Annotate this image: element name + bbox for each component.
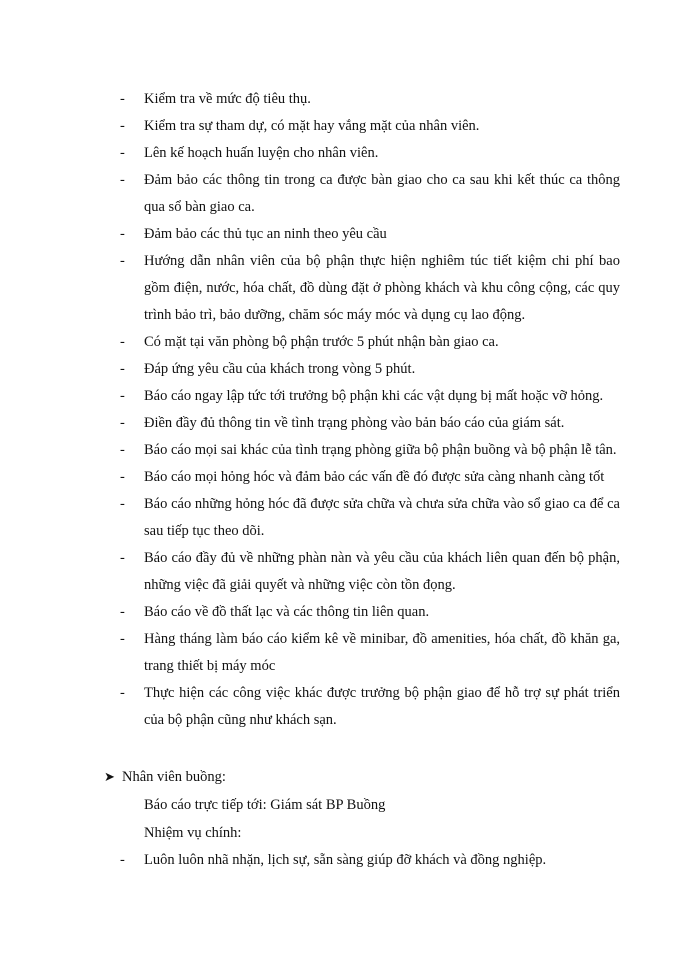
list-item [120, 140, 620, 167]
list-item [120, 680, 620, 734]
dash-bullet: - [120, 852, 125, 868]
list-item-text: Đảm bảo các thủ tục an ninh theo yêu cầu [144, 226, 387, 242]
list-item [120, 410, 620, 437]
list-item-text: Lên kế hoạch huấn luyện cho nhân viên. [144, 145, 379, 161]
arrow-bullet-icon: ➤ [104, 770, 115, 785]
list-item [120, 464, 620, 491]
dash-bullet: - [120, 253, 125, 269]
list-item [120, 356, 620, 383]
section-heading-text: Nhân viên buồng: [122, 769, 226, 785]
list-item [120, 383, 620, 410]
dash-bullet: - [120, 118, 125, 134]
list-item [120, 221, 620, 248]
dash-bullet: - [120, 334, 125, 350]
list-item-text: Báo cáo về đồ thất lạc và các thông tin liên quan. [144, 604, 430, 620]
dash-bullet: - [120, 604, 125, 620]
dash-bullet: - [120, 685, 125, 701]
list-item-text: Điền đầy đủ thông tin về tình trạng phòng vào bản báo cáo của giám sát. [144, 415, 565, 431]
list-item [120, 491, 620, 545]
dash-bullet: - [120, 145, 125, 161]
list-item-text: Báo cáo đầy đủ về những phàn nàn và yêu cầu của khách liên quan đến bộ phận, những việc đã giải quyết và những việc còn tồn đọng. [144, 550, 620, 593]
dash-bullet: - [120, 496, 125, 512]
list-item-text: Có mặt tại văn phòng bộ phận trước 5 phút nhận bàn giao ca. [144, 334, 499, 350]
section-housekeeping-staff [104, 764, 624, 874]
report-to-line: Báo cáo trực tiếp tới: Giám sát BP Buồng [144, 797, 386, 813]
list-item-text: Báo cáo những hỏng hóc đã được sửa chữa và chưa sửa chữa vào sổ giao ca để ca sau tiếp tục theo dõi. [144, 496, 620, 539]
dash-bullet: - [120, 550, 125, 566]
dash-bullet: - [120, 631, 125, 647]
duty-list [104, 847, 620, 874]
list-item-text: Kiểm tra sự tham dự, có mặt hay vắng mặt của nhân viên. [144, 118, 480, 134]
section-heading [104, 764, 624, 791]
list-item [120, 626, 620, 680]
list-item-text: Kiểm tra về mức độ tiêu thụ. [144, 91, 311, 107]
list-item-text: Luôn luôn nhã nhặn, lịch sự, sẵn sàng giúp đỡ khách và đồng nghiệp. [144, 852, 547, 868]
list-item [120, 437, 620, 464]
list-item [120, 248, 620, 329]
dash-bullet: - [120, 469, 125, 485]
list-item-text: Đáp ứng yêu cầu của khách trong vòng 5 phút. [144, 361, 416, 377]
dash-bullet: - [120, 361, 125, 377]
list-item [120, 329, 620, 356]
list-item [120, 86, 620, 113]
list-item [120, 599, 620, 626]
list-item-text: Báo cáo ngay lập tức tới trưởng bộ phận khi các vật dụng bị mất hoặc vỡ hỏng. [144, 388, 604, 404]
list-item-text: Hướng dẫn nhân viên của bộ phận thực hiện nghiêm túc tiết kiệm chi phí bao gồm điện, nước, hóa chất, đồ dùng đặt ở phòng khách và khu công cộng, các quy trình bảo trì, bảo dưỡng, chăm sóc máy móc và dụng cụ lao động. [144, 253, 620, 323]
dash-bullet: - [120, 226, 125, 242]
dash-bullet: - [120, 172, 125, 188]
list-item-text: Đảm bảo các thông tin trong ca được bàn giao cho ca sau khi kết thúc ca thông qua sổ bàn giao ca. [144, 172, 620, 215]
list-item [120, 847, 620, 874]
list-item [120, 113, 620, 140]
list-item-text: Báo cáo mọi sai khác của tình trạng phòng giữa bộ phận buồng và bộ phận lễ tân. [144, 442, 617, 458]
list-item [120, 167, 620, 221]
dash-bullet: - [120, 442, 125, 458]
list-item-text: Thực hiện các công việc khác được trưởng bộ phận giao để hỗ trợ sự phát triển của bộ phận cũng như khách sạn. [144, 685, 620, 728]
dash-bullet: - [120, 91, 125, 107]
list-item [120, 545, 620, 599]
duties-label: Nhiệm vụ chính: [144, 825, 242, 841]
duty-list [120, 86, 620, 734]
list-item-text: Hàng tháng làm báo cáo kiểm kê về minibar, đồ amenities, hóa chất, đồ khăn ga, trang thiết bị máy móc [144, 631, 620, 674]
dash-bullet: - [120, 388, 125, 404]
list-item-text: Báo cáo mọi hỏng hóc và đảm bảo các vấn đề đó được sửa càng nhanh càng tốt [144, 469, 605, 485]
dash-bullet: - [120, 415, 125, 431]
